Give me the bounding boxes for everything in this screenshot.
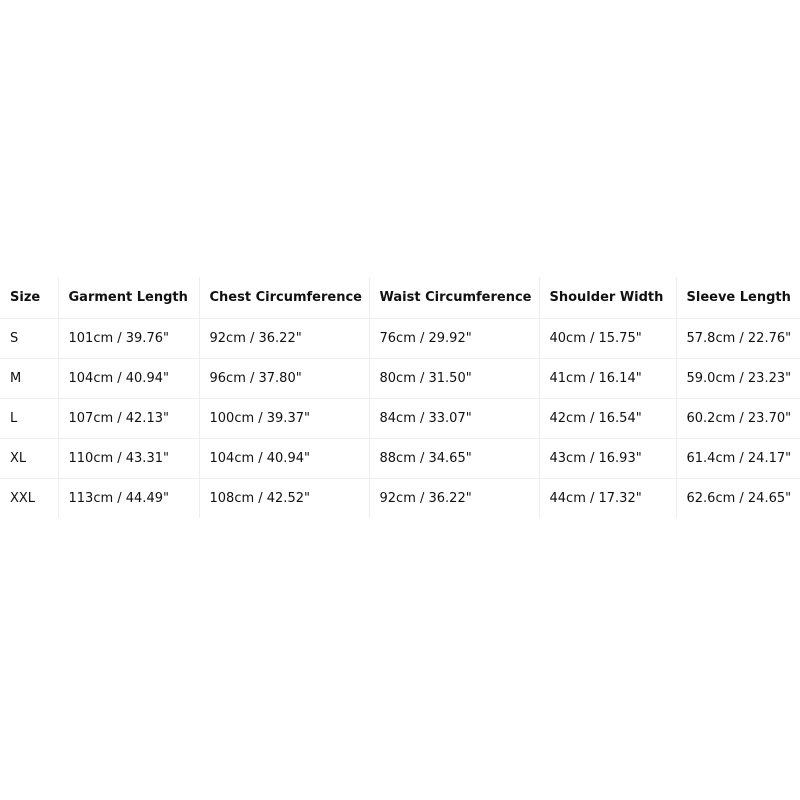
table-header-row xyxy=(0,277,800,318)
table-row xyxy=(0,398,800,438)
cell-shoulder-width: 41cm / 16.14" xyxy=(539,358,676,398)
header-chest-circumference: Chest Circumference xyxy=(199,277,369,318)
cell-chest-circumference: 96cm / 37.80" xyxy=(199,358,369,398)
cell-chest-circumference: 104cm / 40.94" xyxy=(199,438,369,478)
table-row xyxy=(0,358,800,398)
cell-sleeve-length: 61.4cm / 24.17" xyxy=(676,438,800,478)
cell-waist-circumference: 84cm / 33.07" xyxy=(369,398,539,438)
cell-size: S xyxy=(0,318,58,358)
cell-chest-circumference: 108cm / 42.52" xyxy=(199,478,369,518)
cell-shoulder-width: 44cm / 17.32" xyxy=(539,478,676,518)
cell-garment-length: 107cm / 42.13" xyxy=(58,398,199,438)
cell-waist-circumference: 76cm / 29.92" xyxy=(369,318,539,358)
size-chart-table xyxy=(0,277,800,518)
cell-waist-circumference: 92cm / 36.22" xyxy=(369,478,539,518)
cell-garment-length: 110cm / 43.31" xyxy=(58,438,199,478)
cell-size: M xyxy=(0,358,58,398)
cell-garment-length: 101cm / 39.76" xyxy=(58,318,199,358)
header-shoulder-width: Shoulder Width xyxy=(539,277,676,318)
cell-shoulder-width: 43cm / 16.93" xyxy=(539,438,676,478)
cell-shoulder-width: 42cm / 16.54" xyxy=(539,398,676,438)
cell-size: XL xyxy=(0,438,58,478)
header-garment-length: Garment Length xyxy=(58,277,199,318)
cell-shoulder-width: 40cm / 15.75" xyxy=(539,318,676,358)
header-sleeve-length: Sleeve Length xyxy=(676,277,800,318)
cell-chest-circumference: 92cm / 36.22" xyxy=(199,318,369,358)
table-row xyxy=(0,478,800,518)
cell-sleeve-length: 60.2cm / 23.70" xyxy=(676,398,800,438)
cell-size: L xyxy=(0,398,58,438)
cell-garment-length: 113cm / 44.49" xyxy=(58,478,199,518)
cell-waist-circumference: 88cm / 34.65" xyxy=(369,438,539,478)
cell-sleeve-length: 62.6cm / 24.65" xyxy=(676,478,800,518)
header-size: Size xyxy=(0,277,58,318)
header-waist-circumference: Waist Circumference xyxy=(369,277,539,318)
cell-sleeve-length: 57.8cm / 22.76" xyxy=(676,318,800,358)
cell-chest-circumference: 100cm / 39.37" xyxy=(199,398,369,438)
cell-garment-length: 104cm / 40.94" xyxy=(58,358,199,398)
table-row xyxy=(0,318,800,358)
table-row xyxy=(0,438,800,478)
cell-waist-circumference: 80cm / 31.50" xyxy=(369,358,539,398)
cell-size: XXL xyxy=(10,490,36,506)
cell-sleeve-length: 59.0cm / 23.23" xyxy=(676,358,800,398)
